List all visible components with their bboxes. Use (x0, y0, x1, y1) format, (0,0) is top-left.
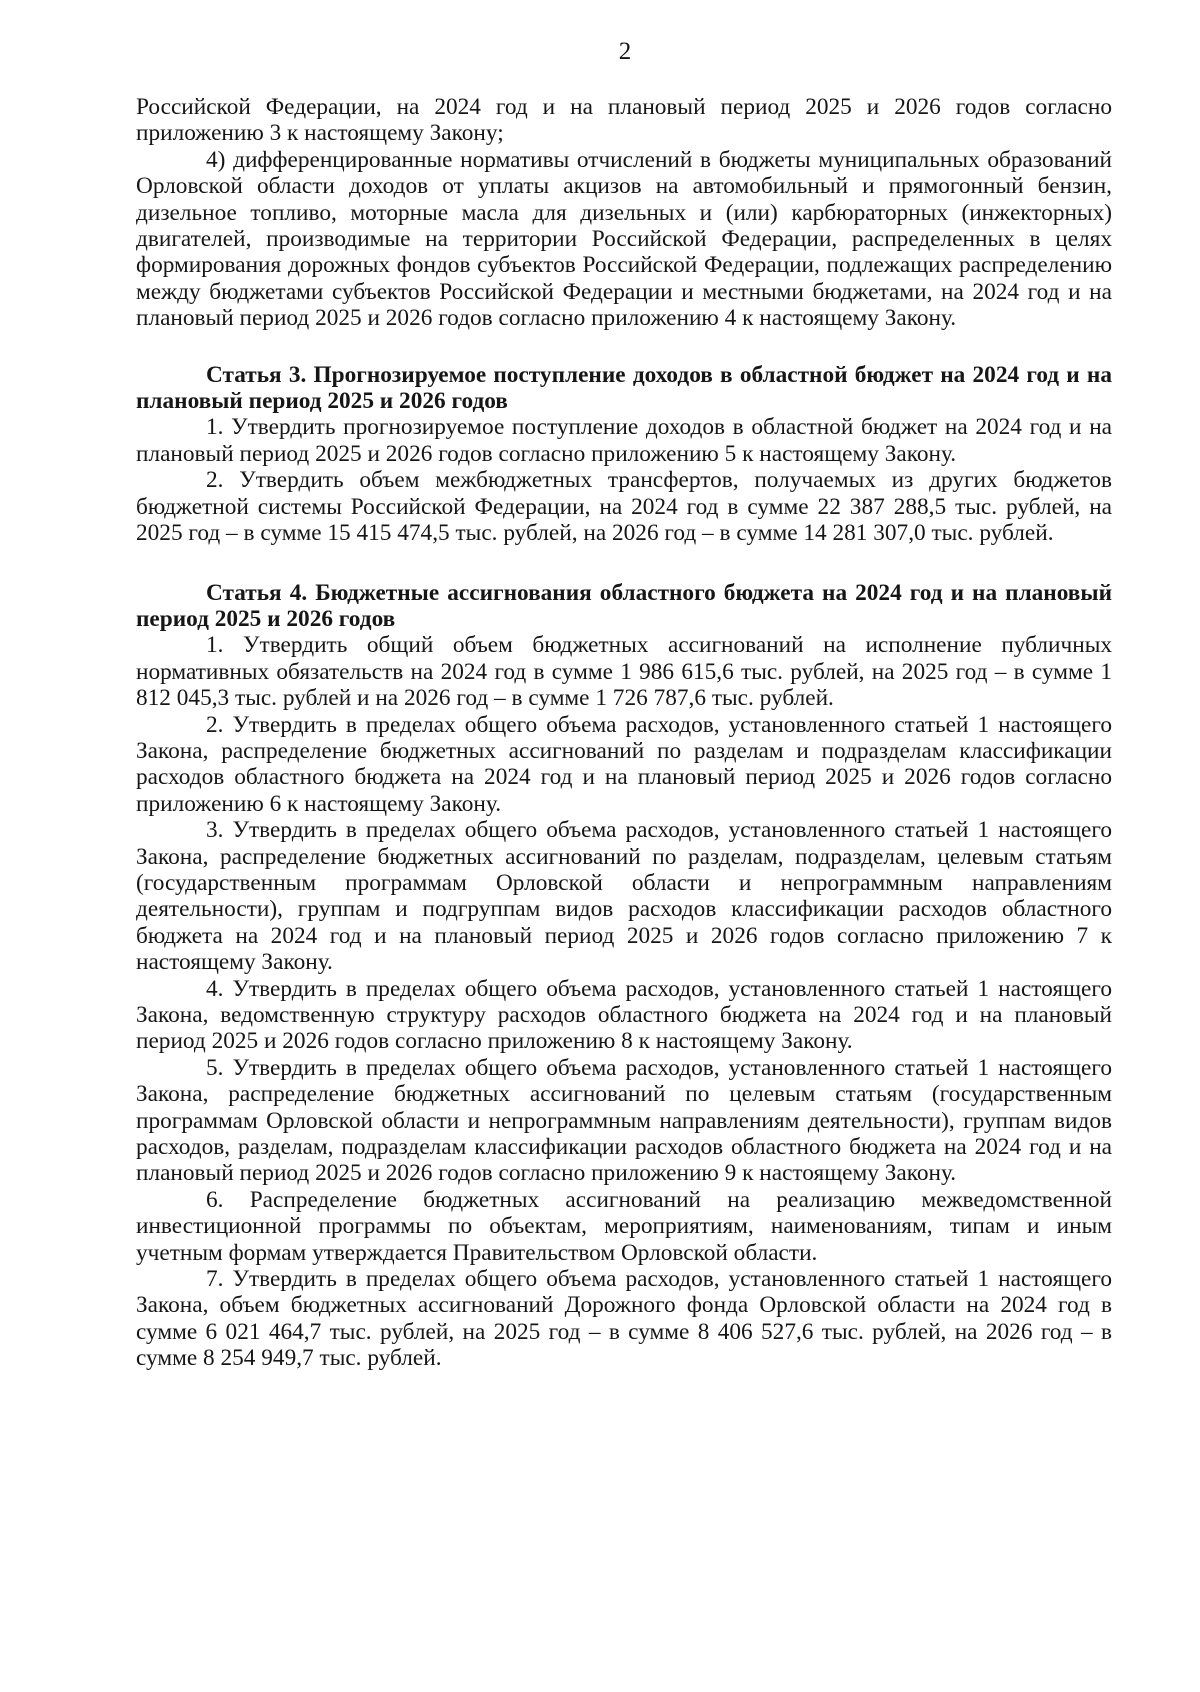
article-4-paragraph-4: 4. Утвердить в пределах общего объема расходов, установленного статьей 1 настоящего Закона, ведомственную структуру расходов областного бюджета на 2024 год и на плановый период 2025 и 2026 годов согласно приложению 8 к настоящему Закону. (136, 975, 1112, 1055)
article-3-paragraph-1: 1. Утвердить прогнозируемое поступление доходов в областной бюджет на 2024 год и на плановый период 2025 и 2026 годов согласно приложению 5 к настоящему Закону. (136, 414, 1112, 467)
article-3-title: Статья 3. Прогнозируемое поступление доходов в областной бюджет на 2024 год и на плановый период 2025 и 2026 годов (136, 361, 1112, 415)
paragraph-continuation: Российской Федерации, на 2024 год и на плановый период 2025 и 2026 годов согласно приложению 3 к настоящему Закону; (136, 94, 1112, 147)
page-number: 2 (618, 38, 632, 65)
article-3-paragraph-2: 2. Утвердить объем межбюджетных трансфертов, получаемых из других бюджетов бюджетной системы Российской Федерации, на 2024 год в сумме 22 387 288,5 тыс. рублей, на 2025 год – в сумме 15 415 474,5 тыс. рублей, на 2026 год – в сумме 14 281 307,0 тыс. рублей. (136, 467, 1112, 547)
article-4-paragraph-7: 7. Утвердить в пределах общего объема расходов, установленного статьей 1 настоящего Закона, объем бюджетных ассигнований Дорожного фонда Орловской области на 2024 год в сумме 6 021 464,7 тыс. рублей, на 2025 год – в сумме 8 406 527,6 тыс. рублей, на 2026 год – в сумме 8 254 949,7 тыс. рублей. (136, 1266, 1112, 1372)
article-4-paragraph-2: 2. Утвердить в пределах общего объема расходов, установленного статьей 1 настоящего Закона, распределение бюджетных ассигнований по разделам и подразделам классификации расходов областного бюджета на 2024 год и на плановый период 2025 и 2026 годов согласно приложению 6 к настоящему Закону. (136, 711, 1112, 817)
document-body (136, 94, 1112, 1372)
article-4-paragraph-1: 1. Утвердить общий объем бюджетных ассигнований на исполнение публичных нормативных обязательств на 2024 год в сумме 1 986 615,6 тыс. рублей, на 2025 год – в сумме 1 812 045,3 тыс. рублей и на 2026 год – в сумме 1 726 787,6 тыс. рублей. (136, 632, 1112, 712)
article-4-paragraph-3: 3. Утвердить в пределах общего объема расходов, установленного статьей 1 настоящего Закона, распределение бюджетных ассигнований по разделам, подразделам, целевым статьям (государственным программам Орловской области и непрограммным направлениям деятельности), группам и подгруппам видов расходов классификации расходов областного бюджета на 2024 год и на плановый период 2025 и 2026 годов согласно приложению 7 к настоящему Закону. (136, 817, 1112, 976)
article-4-paragraph-6: 6. Распределение бюджетных ассигнований на реализацию межведомственной инвестиционной программы по объектам, мероприятиям, наименованиям, типам и иным учетным формам утверждается Правительством Орловской области. (136, 1186, 1112, 1266)
article-4-title: Статья 4. Бюджетные ассигнования областного бюджета на 2024 год и на плановый период 2025 и 2026 годов (136, 579, 1112, 632)
article-4-paragraph-5: 5. Утвердить в пределах общего объема расходов, установленного статьей 1 настоящего Закона, распределение бюджетных ассигнований по целевым статьям (государственным программам Орловской области и непрограммным направлениям деятельности), группам видов расходов, разделам, подразделам классификации расходов областного бюджета на 2024 год и на плановый период 2025 и 2026 годов согласно приложению 9 к настоящему Закону. (136, 1054, 1112, 1187)
paragraph-item-4: 4) дифференцированные нормативы отчислений в бюджеты муниципальных образований Орловской области доходов от уплаты акцизов на автомобильный и прямогонный бензин, дизельное топливо, моторные масла для дизельных и (или) карбюраторных (инжекторных) двигателей, производимые на территории Российской Федерации, распределенных в целях формирования дорожных фондов субъектов Российской Федерации, подлежащих распределению между бюджетами субъектов Российской Федерации и местными бюджетами, на 2024 год и на плановый период 2025 и 2026 годов согласно приложению 4 к настоящему Закону. (136, 146, 1112, 332)
